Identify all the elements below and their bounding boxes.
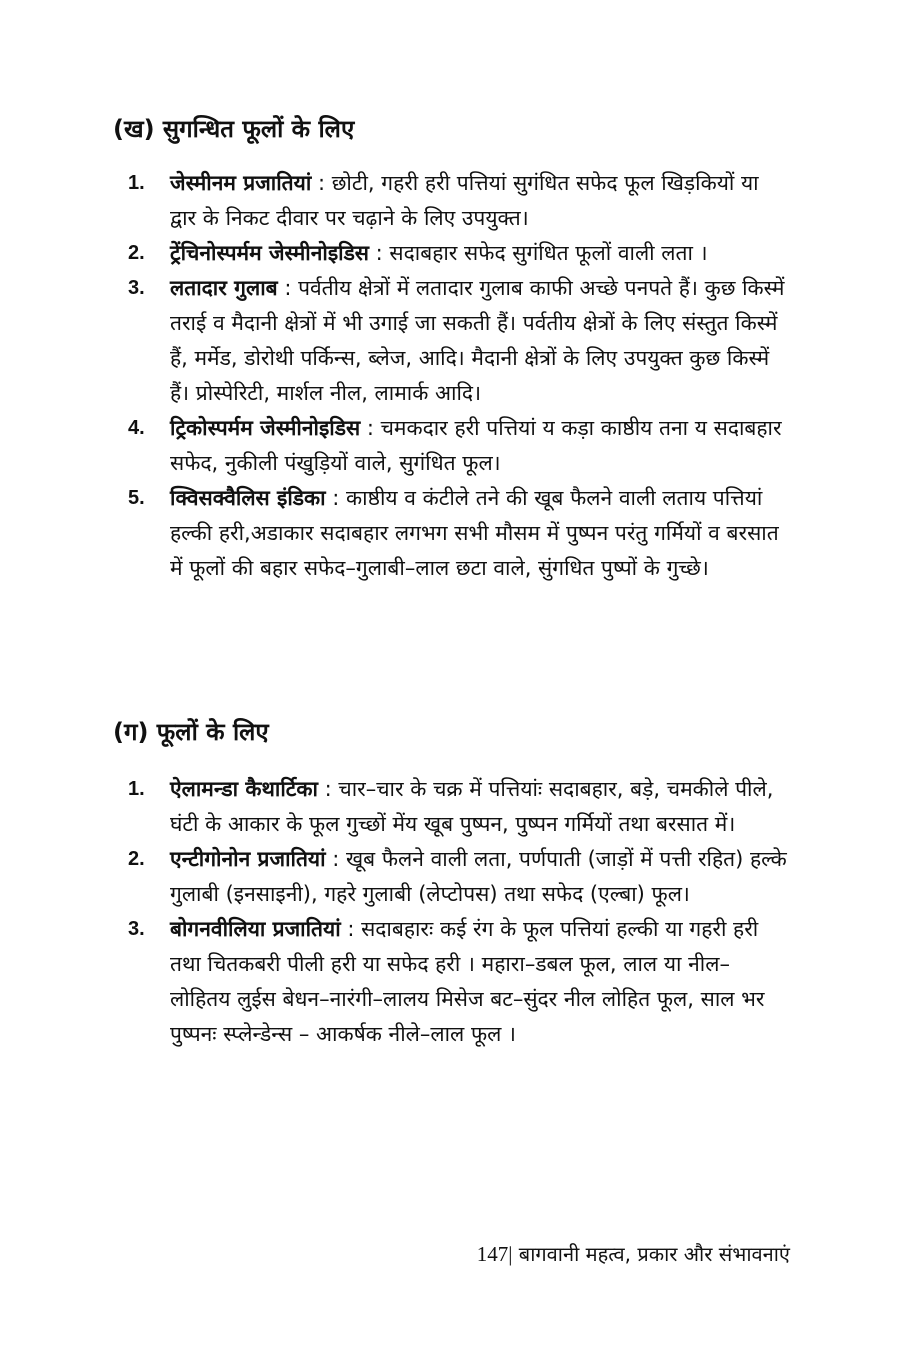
list-item: [128, 236, 790, 271]
item-description: : छोटी, गहरी हरी पत्तियां सुगंधित सफेद फूल खिड़कियों या द्वार के निकट दीवार पर चढ़ाने के लिए उपयुक्त।: [170, 171, 759, 230]
fragrant-climbers-list: [128, 166, 790, 586]
section-heading-flowers: (ग) फूलों के लिए: [113, 718, 269, 746]
book-title: बागवानी महत्व, प्रकार और संभावनाएं: [512, 1242, 790, 1266]
list-item: [128, 772, 790, 842]
list-item: [128, 411, 790, 481]
item-number: 1.: [128, 172, 145, 194]
list-item: [128, 166, 790, 236]
list-item: [128, 481, 790, 586]
page-number: 147|: [476, 1242, 513, 1266]
flowering-climbers-list: [128, 772, 790, 1052]
item-term: ट्रिकोस्पर्मम जेस्मीनोइडिस: [170, 416, 361, 440]
item-term: एन्टीगोनोन प्रजातियां: [170, 847, 326, 871]
item-number: 5.: [128, 487, 145, 509]
item-term: ट्रेंचिनोस्पर्मम जेस्मीनोइडिस: [170, 241, 369, 265]
item-description: : चमकदार हरी पत्तियां य कड़ा काष्ठीय तना य सदाबहार सफेद, नुकीली पंखुड़ियों वाले, सुगंधित फूल।: [170, 416, 782, 475]
item-term: बोगनवीलिया प्रजातियां: [170, 917, 341, 941]
list-item: [128, 842, 790, 912]
item-description: : पर्वतीय क्षेत्रों में लतादार गुलाब काफी अच्छे पनपते हैं। कुछ किस्में तराई व मैदानी क्षेत्रों में भी उगाई जा सकती हैं। पर्वतीय क्षेत्रों के लिए संस्तुत किस्में हैं, मर्मेड, डोरोथी पर्किन्स, ब्लेज, आदि। मैदानी क्षेत्रों के लिए उपयुक्त कुछ किस्में हैं। प्रोस्पेरिटी, मार्शल नील, लामार्क आदि।: [170, 276, 785, 405]
item-term: लतादार गुलाब: [170, 276, 278, 300]
item-number: 2.: [128, 242, 145, 264]
list-item: [128, 271, 790, 411]
item-term: जेस्मीनम प्रजातियां: [170, 171, 312, 195]
item-number: 4.: [128, 417, 145, 439]
page-footer: [477, 1240, 790, 1268]
item-description: : काष्ठीय व कंटीले तने की खूब फैलने वाली लताय पत्तियां हल्की हरी,अडाकार सदाबहार लगभग सभी मौसम में पुष्पन परंतु गर्मियों व बरसात में फूलों की बहार सफेद–गुलाबी–लाल छटा वाले, सुंगधित पुष्पों के गुच्छे।: [170, 486, 779, 580]
list-item: [128, 912, 790, 1052]
item-number: 3.: [128, 277, 145, 299]
item-number: 2.: [128, 848, 145, 870]
item-number: 1.: [128, 778, 145, 800]
item-description: : सदाबहार सफेद सुगंधित फूलों वाली लता ।: [369, 241, 708, 265]
item-term: क्विसक्वैलिस इंडिका: [170, 486, 326, 510]
item-description: : खूब फैलने वाली लता, पर्णपाती (जाड़ों में पत्ती रहित) हल्के गुलाबी (इनसाइनी), गहरे गुलाबी (लेप्टोपस) तथा सफेद (एल्बा) फूल।: [170, 847, 787, 906]
item-description: : चार–चार के चक्र में पत्तियांः सदाबहार, बड़े, चमकीले पीले, घंटी के आकार के फूल गुच्छों मेंय खूब पुष्पन, पुष्पन गर्मियों तथा बरसात में।: [170, 777, 774, 836]
section-heading-fragrant-flowers: (ख) सुगन्धित फूलों के लिए: [113, 115, 355, 143]
item-number: 3.: [128, 918, 145, 940]
item-term: ऐलामन्डा कैथार्टिका: [170, 777, 318, 801]
item-description: : सदाबहारः कई रंग के फूल पत्तियां हल्की या गहरी हरी तथा चितकबरी पीली हरी या सफेद हरी । महारा–डबल फूल, लाल या नील–लोहितय लुईस बेधन–नारंगी–लालय मिसेज बट–सुंदर नील लोहित फूल, साल भर पुष्पनः स्प्लेन्डेन्स – आकर्षक नीले–लाल फूल ।: [170, 917, 765, 1046]
